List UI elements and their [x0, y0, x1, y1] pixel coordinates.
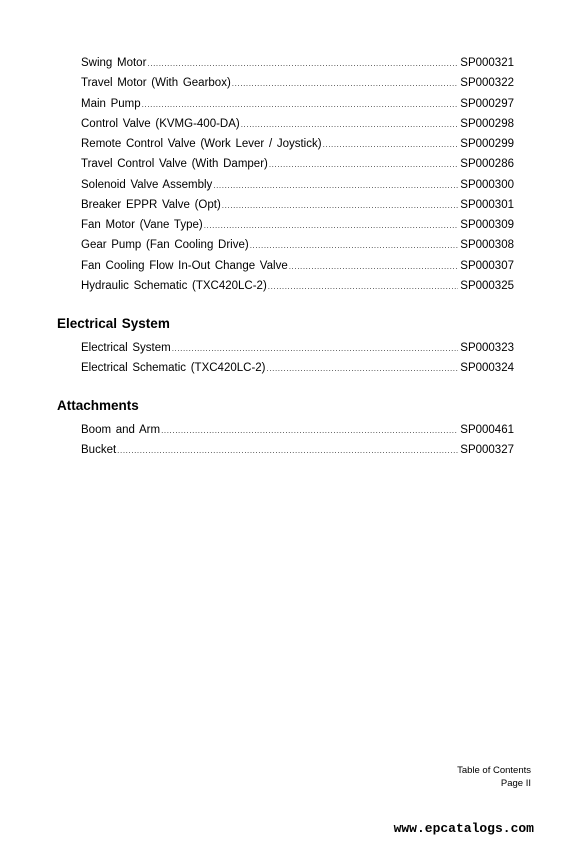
toc-entry-code: SP000309 [460, 219, 514, 231]
toc-entry-code: SP000322 [460, 77, 514, 89]
toc-entry-title: Remote Control Valve (Work Lever / Joystick) [81, 138, 322, 150]
dot-leader [289, 261, 459, 273]
dot-leader [117, 445, 458, 457]
dot-leader [213, 180, 458, 192]
section-heading-attachments: Attachments [57, 398, 139, 413]
dot-leader [204, 220, 459, 232]
dot-leader [232, 78, 459, 90]
toc-entry-code: SP000461 [460, 424, 514, 436]
toc-entry-travel-motor[interactable] [81, 74, 514, 90]
toc-entry-breaker-eppr-valve[interactable] [81, 196, 514, 212]
toc-entry-travel-control-valve[interactable] [81, 155, 514, 171]
toc-entry-fan-motor[interactable] [81, 216, 514, 232]
toc-entry-code: SP000301 [460, 199, 514, 211]
toc-entry-code: SP000299 [460, 138, 514, 150]
section-heading-electrical: Electrical System [57, 316, 170, 331]
toc-entry-title: Swing Motor [81, 57, 147, 69]
toc-entry-title: Travel Motor (With Gearbox) [81, 77, 231, 89]
toc-entry-title: Electrical Schematic (TXC420LC-2) [81, 362, 266, 374]
dot-leader [222, 200, 459, 212]
toc-entry-control-valve[interactable] [81, 115, 514, 131]
toc-entry-code: SP000323 [460, 342, 514, 354]
toc-entry-electrical-system[interactable] [81, 339, 514, 355]
toc-entry-code: SP000327 [460, 444, 514, 456]
toc-entry-fan-cooling-flow-valve[interactable] [81, 257, 514, 273]
dot-leader [241, 119, 459, 131]
toc-entry-swing-motor[interactable] [81, 54, 514, 70]
dot-leader [161, 425, 458, 437]
toc-entry-code: SP000286 [460, 158, 514, 170]
toc-entry-code: SP000297 [460, 98, 514, 110]
toc-entry-code: SP000300 [460, 179, 514, 191]
toc-entry-title: Gear Pump (Fan Cooling Drive) [81, 239, 249, 251]
dot-leader [142, 99, 459, 111]
toc-entry-hydraulic-schematic[interactable] [81, 277, 514, 293]
toc-entry-title: Breaker EPPR Valve (Opt) [81, 199, 221, 211]
toc-entry-title: Main Pump [81, 98, 141, 110]
toc-entry-title: Travel Control Valve (With Damper) [81, 158, 268, 170]
toc-entry-gear-pump[interactable] [81, 236, 514, 252]
toc-entry-solenoid-valve-assembly[interactable] [81, 176, 514, 192]
toc-entry-title: Bucket [81, 444, 117, 456]
watermark-url: www.epcatalogs.com [393, 821, 534, 836]
dot-leader [323, 139, 459, 151]
toc-entry-boom-and-arm[interactable] [81, 421, 514, 437]
dot-leader [268, 281, 458, 293]
toc-entry-title: Solenoid Valve Assembly [81, 179, 213, 191]
toc-entry-title: Control Valve (KVMG-400-DA) [81, 118, 240, 130]
dot-leader [250, 240, 459, 252]
toc-entry-title: Electrical System [81, 342, 171, 354]
toc-entry-title: Hydraulic Schematic (TXC420LC-2) [81, 280, 267, 292]
dot-leader [172, 343, 459, 355]
footer-doc-label: Table of Contents [457, 765, 531, 776]
toc-entry-title: Fan Motor (Vane Type) [81, 219, 203, 231]
toc-entry-remote-control-valve[interactable] [81, 135, 514, 151]
toc-entry-title: Fan Cooling Flow In-Out Change Valve [81, 260, 288, 272]
toc-entry-code: SP000308 [460, 239, 514, 251]
toc-entry-bucket[interactable] [81, 441, 514, 457]
toc-entry-code: SP000324 [460, 362, 514, 374]
toc-entry-code: SP000307 [460, 260, 514, 272]
dot-leader [269, 159, 458, 171]
toc-entry-electrical-schematic[interactable] [81, 359, 514, 375]
toc-entry-code: SP000298 [460, 118, 514, 130]
dot-leader [267, 363, 459, 375]
dot-leader [147, 58, 458, 70]
toc-entry-code: SP000325 [460, 280, 514, 292]
toc-entry-code: SP000321 [460, 57, 514, 69]
toc-entry-title: Boom and Arm [81, 424, 161, 436]
toc-entry-main-pump[interactable] [81, 95, 514, 111]
footer-page-number: Page II [500, 778, 531, 789]
